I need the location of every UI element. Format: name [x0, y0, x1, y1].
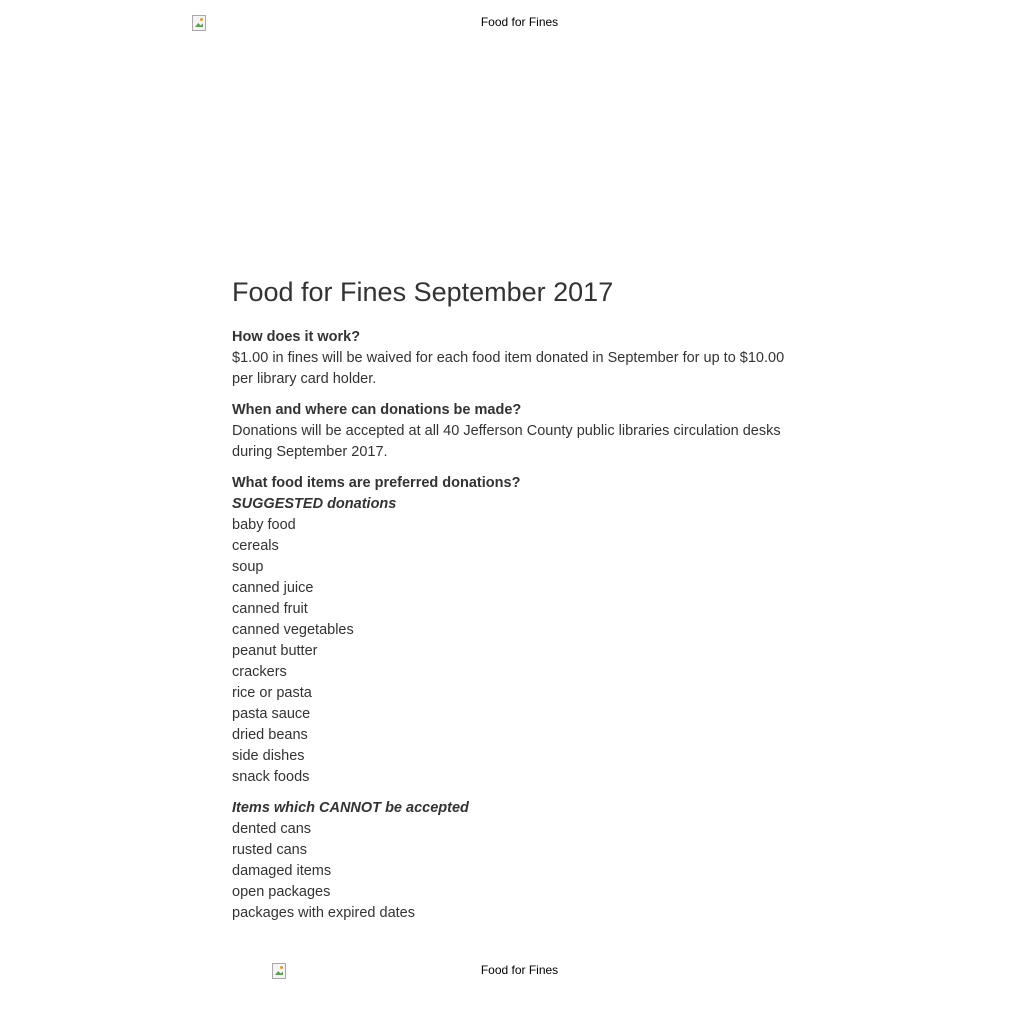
list-item: snack foods	[232, 769, 310, 785]
section-when-where	[232, 400, 792, 463]
bottom-banner-image[interactable]	[272, 963, 767, 1013]
section-rejected-items	[232, 798, 792, 924]
answer-when-where: Donations will be accepted at all 40 Jefferson County public libraries circulation desks during September 2017.	[232, 423, 781, 460]
list-item: canned fruit	[232, 601, 308, 617]
rejected-heading: Items which CANNOT be accepted	[232, 800, 469, 816]
list-item: damaged items	[232, 863, 332, 879]
list-item: canned vegetables	[232, 622, 354, 638]
suggested-heading: SUGGESTED donations	[232, 496, 397, 512]
list-item: soup	[232, 559, 264, 575]
rejected-list	[232, 819, 792, 924]
list-item: rice or pasta	[232, 685, 312, 701]
section-how-it-works	[232, 327, 792, 390]
list-item: cereals	[232, 538, 279, 554]
list-item: rusted cans	[232, 842, 307, 858]
question-when-where: When and where can donations be made?	[232, 402, 522, 418]
list-item: pasta sauce	[232, 706, 311, 722]
suggested-list	[232, 515, 792, 788]
broken-image-icon	[272, 963, 286, 979]
broken-image-icon	[192, 15, 206, 31]
section-preferred-items	[232, 473, 792, 788]
list-item: dried beans	[232, 727, 308, 743]
answer-how-it-works: $1.00 in fines will be waived for each food item donated in September for up to $10.00 per library card holder.	[232, 350, 785, 387]
list-item: peanut butter	[232, 643, 318, 659]
list-item: packages with expired dates	[232, 905, 415, 921]
list-item: crackers	[232, 664, 287, 680]
top-banner-image[interactable]	[192, 15, 847, 245]
list-item: canned juice	[232, 580, 314, 596]
bottom-banner-alt-text: Food for Fines	[480, 963, 559, 977]
question-how-it-works: How does it work?	[232, 329, 361, 345]
main-content	[232, 274, 792, 934]
list-item: baby food	[232, 517, 296, 533]
list-item: side dishes	[232, 748, 305, 764]
question-preferred-items: What food items are preferred donations?	[232, 475, 521, 491]
list-item: open packages	[232, 884, 331, 900]
page-title: Food for Fines September 2017	[232, 277, 614, 307]
list-item: dented cans	[232, 821, 312, 837]
top-banner-alt-text: Food for Fines	[480, 15, 559, 29]
